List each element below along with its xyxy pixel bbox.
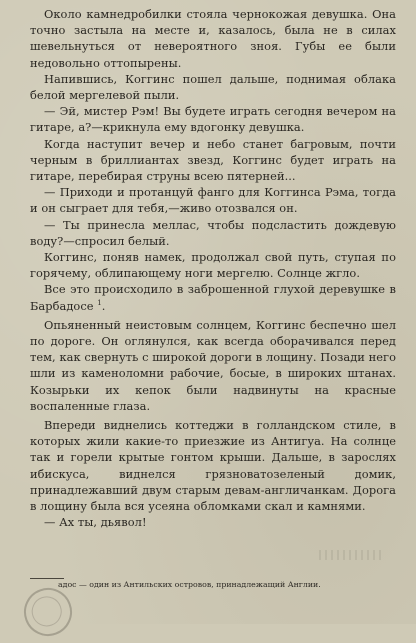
- paragraph: — Эй, мистер Рэм! Вы будете играть сегодня вечером на гитаре, а?—крикнула ему вдогонку девушка.: [30, 104, 396, 135]
- paragraph: Впереди виднелись коттеджи в голландском стиле, в которых жили какие-то приезжие из Антигуа. На солнце так и горели крытые гонтом крыши. Дальше, в зарослях ибискуса, виднелся грязноватозеленый домик, принадлежавший двум старым девам-англичанкам. Дорога в лощину была вся усеяна обломками скал и камнями.: [30, 418, 396, 514]
- faint-stamp-mark: [318, 548, 388, 562]
- library-stamp-inner-ring: [27, 592, 65, 630]
- library-stamp: [17, 581, 79, 643]
- footnote-text: адос — один из Антильских островов, принадлежащий Англии.: [58, 580, 321, 589]
- paragraph: — Приходи и протанцуй фанго для Коггинса Рэма, тогда и он сыграет для тебя,—живо отозвался он.: [30, 185, 396, 216]
- paragraph: — Ах ты, дьявол!: [44, 515, 147, 530]
- paragraph-barbados: Все это происходило в заброшенной глухой деревушке в Барбадосе $^1$.: [30, 282, 396, 313]
- footnote-marker: 1: [97, 298, 102, 307]
- body-text: [30, 6, 396, 531]
- paragraph: Напившись, Коггинс пошел дальше, поднимая облака белой мергелевой пыли.: [30, 71, 396, 103]
- footnote-divider: [30, 578, 64, 579]
- paragraph: — Ты принесла меллас, чтобы подсластить дождевую воду?—спросил белый.: [30, 217, 396, 248]
- paragraph: Около камнедробилки стояла чернокожая девушка. Она точно застыла на месте и, казалось, была не в силах шевельнуться от невероятного зноя. Губы ее были недовольно оттопырены.: [30, 7, 396, 70]
- paragraph: Когда наступит вечер и небо станет багровым, почти черным в бриллиантах звезд, Коггинс будет играть на гитаре, перебирая струны всею пятерней...: [30, 136, 396, 184]
- barbados-text: Все это происходило в заброшенной глухой деревушке в Барбадосе: [30, 282, 396, 313]
- paragraph: Опьяненный неистовым солнцем, Коггинс беспечно шел по дороге. Он оглянулся, как всегда оборачивался перед тем, как свернуть с широкой дороги в лощину. Позади него шли из каменоломни рабочие, босые, в широких штанах. Козырьки их кепок были надвинуты на красные воспаленные глаза.: [30, 317, 396, 413]
- paragraph: Коггинс, поняв намек, продолжал свой путь, ступая по горячему, облипающему ноги мергелю. Солнце жгло.: [30, 250, 396, 281]
